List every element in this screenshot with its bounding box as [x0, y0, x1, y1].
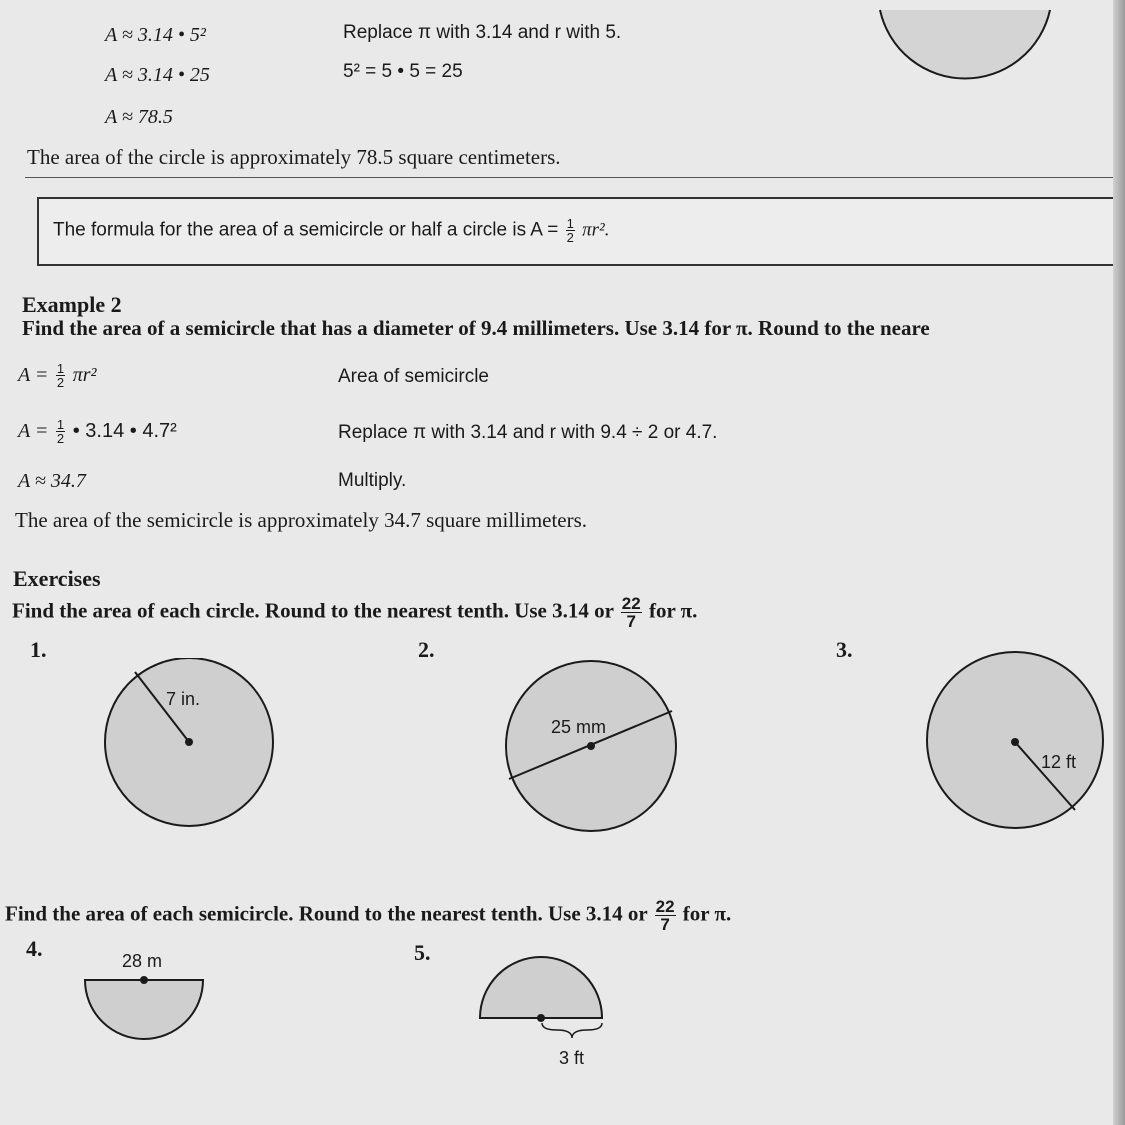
exercise-1-number: 1. — [30, 637, 47, 662]
step3-expr: A ≈ 34.7 — [18, 470, 86, 492]
exercise-4-number: 4. — [26, 936, 43, 961]
example2-heading: Example 2 — [22, 292, 122, 317]
formula-fraction — [566, 217, 575, 244]
exercise-2-center — [587, 742, 595, 750]
semicircle-frac-den: 7 — [660, 915, 670, 934]
exercise-5-brace — [542, 1023, 602, 1038]
example1-line1-expr: A ≈ 3.14 • 5² — [105, 24, 206, 46]
exercise-5-figure — [475, 950, 610, 1075]
step1-note: Area of semicircle — [338, 366, 489, 387]
exercise-5-number: 5. — [414, 940, 431, 965]
example1-line2-expr: A ≈ 3.14 • 25 — [105, 64, 210, 86]
formula-statement — [53, 217, 609, 244]
exercise-1-center — [185, 738, 193, 746]
example1-line1-note: Replace π with 3.14 and r with 5. — [343, 22, 622, 43]
exercise-3-number: 3. — [836, 637, 853, 662]
exercise-2-figure — [505, 660, 685, 836]
exercise-3-figure — [920, 650, 1112, 832]
step1-lhs: A = — [18, 363, 49, 386]
exercise-5-label: 3 ft — [559, 1048, 585, 1068]
example1-line2-note: 5² = 5 • 5 = 25 — [343, 61, 463, 82]
semicircle-prompt-text: Find the area of each semicircle. Round to the nearest tenth. Use 3.14 or — [5, 901, 648, 926]
exercise-1-label: 7 in. — [166, 689, 201, 709]
step1-frac-num: 1 — [56, 361, 65, 376]
example2-step2 — [18, 418, 177, 445]
semicircle-prompt-fraction — [655, 898, 676, 933]
exercise-5-semicircle — [480, 957, 602, 1018]
formula-frac-den: 2 — [566, 230, 574, 245]
step2-lhs: A = — [18, 419, 49, 442]
section-divider — [25, 177, 1125, 178]
example2-prompt: Find the area of a semicircle that has a diameter of 9.4 millimeters. Use 3.14 for π. Round to the neare — [22, 316, 930, 340]
semicircle-frac-num: 22 — [655, 897, 675, 916]
exercise-1-figure — [100, 658, 280, 833]
top-semicircle-figure — [870, 0, 1060, 90]
formula-tail: πr². — [582, 219, 610, 241]
example1-conclusion: The area of the circle is approximately 78.5 square centimeters. — [27, 145, 561, 169]
semicircle-prompt — [5, 898, 731, 933]
formula-text: The formula for the area of a semicircle or half a circle is A = — [53, 219, 559, 241]
circle-prompt-for-pi: for π. — [648, 598, 698, 623]
exercise-5-center — [537, 1014, 545, 1022]
circle-prompt-text: Find the area of each circle. Round to the nearest tenth. Use 3.14 or — [12, 598, 614, 623]
step2-frac-den: 2 — [56, 431, 65, 446]
top-semicircle-shape — [880, 10, 1050, 78]
step1-frac-den: 2 — [56, 375, 65, 390]
exercise-4-figure — [80, 945, 210, 1045]
exercise-3-label: 12 ft — [1041, 752, 1077, 772]
step2-note: Replace π with 3.14 and r with 9.4 ÷ 2 or 4.7. — [338, 422, 718, 443]
formula-frac-num: 1 — [566, 216, 574, 231]
step2-frac-num: 1 — [56, 417, 65, 432]
exercise-3-center — [1011, 738, 1019, 746]
step2-rhs: • 3.14 • 4.7² — [72, 419, 177, 442]
circle-prompt — [12, 595, 697, 630]
exercise-4-label: 28 m — [122, 951, 163, 971]
exercise-2-label: 25 mm — [551, 717, 607, 737]
page-edge-shadow — [1113, 0, 1125, 1125]
step1-rhs: πr² — [72, 363, 97, 386]
example2-conclusion: The area of the semicircle is approximately 34.7 square millimeters. — [15, 508, 588, 532]
example1-line3-expr: A ≈ 78.5 — [105, 106, 173, 128]
step2-fraction — [56, 418, 65, 445]
exercises-heading: Exercises — [13, 566, 101, 591]
step1-fraction — [56, 362, 65, 389]
step3-note: Multiply. — [338, 470, 407, 491]
circle-prompt-fraction — [621, 595, 642, 630]
circle-frac-num: 22 — [621, 594, 641, 613]
exercise-2-number: 2. — [418, 637, 435, 662]
exercise-4-semicircle — [85, 980, 203, 1039]
semicircle-prompt-for-pi: for π. — [682, 901, 732, 926]
example2-step1 — [18, 362, 97, 389]
formula-box — [37, 197, 1125, 266]
exercise-4-point — [140, 976, 148, 984]
circle-frac-den: 7 — [626, 612, 636, 631]
